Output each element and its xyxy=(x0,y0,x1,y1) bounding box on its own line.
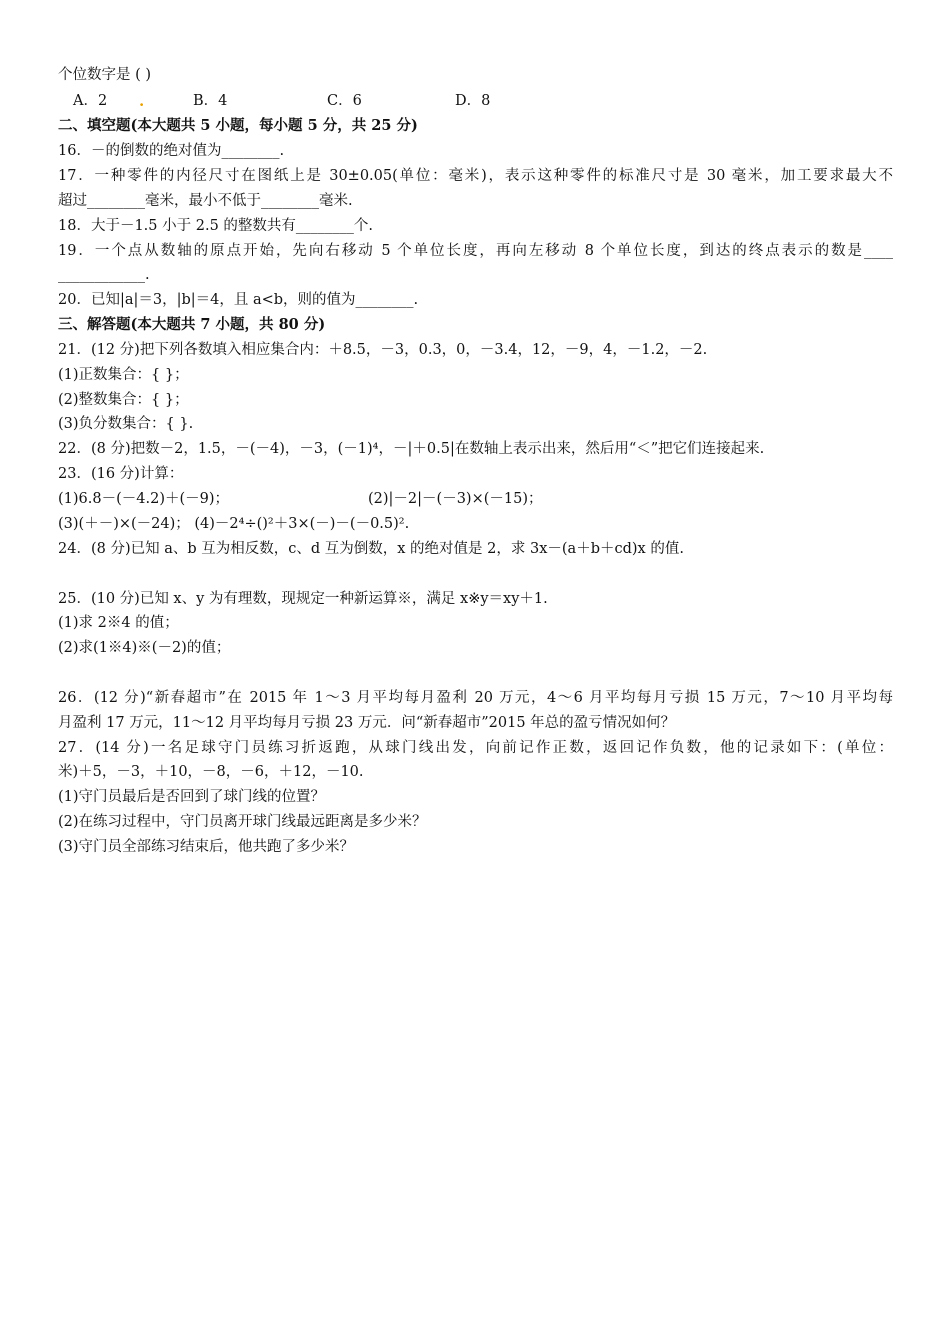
choice-a: A．2 xyxy=(73,93,108,109)
question-27-part-3: (3)守门员全部练习结束后，他共跑了多少米？ xyxy=(58,839,355,855)
question-21: 21．(12 分)把下列各数填入相应集合内：＋8.5，－3，0.3，0，－3.4，12，－9，4，－1.2，－2. xyxy=(58,342,708,358)
question-19-line-2: ____________. xyxy=(58,267,150,283)
choice-c: C．6 xyxy=(327,93,362,109)
question-18: 18．大于－1.5 小于 2.5 的整数共有________个. xyxy=(58,218,374,234)
question-26-line-1: 26．(12 分)“新春超市”在 2015 年 1～3 月平均每月盈利 20 万元，4～6 月平均每月亏损 15 万元，7～10 月平均每 xyxy=(58,690,893,706)
question-26-line-2: 月盈利 17 万元，11～12 月平均每月亏损 23 万元．问“新春超市”2015 年总的盈亏情况如何？ xyxy=(58,715,676,731)
question-25-part-1: (1)求 2※4 的值； xyxy=(58,615,179,631)
question-20: 20．已知|a|＝3，|b|＝4，且 a<b，则的值为________. xyxy=(58,292,419,308)
choice-d: D．8 xyxy=(455,93,491,109)
section-3-heading: 三、解答题(本大题共 7 小题，共 80 分) xyxy=(58,316,326,333)
question-23-part-1: (1)6.8－(－4.2)＋(－9)； xyxy=(58,491,230,507)
orange-dot-mark: . xyxy=(139,92,145,110)
question-27-part-2: (2)在练习过程中，守门员离开球门线最远距离是多少米？ xyxy=(58,814,427,830)
question-17-line-2: 超过________毫米，最小不低于________毫米. xyxy=(58,193,353,209)
question-15-tail: 个位数字是 ( ) xyxy=(58,67,152,83)
question-22: 22．(8 分)把数－2，1.5，－(－4)，－3，(－1)⁴，－|＋0.5|在数轴上表示出来，然后用“＜”把它们连接起来. xyxy=(58,441,765,457)
question-27-line-2: 米)＋5，－3，＋10，－8，－6，＋12，－10. xyxy=(58,764,364,780)
question-25: 25．(10 分)已知 x、y 为有理数，现规定一种新运算※，满足 x※y＝xy＋1. xyxy=(58,591,548,607)
question-21-part-1: (1)正数集合：{ }； xyxy=(58,367,189,383)
question-25-part-2: (2)求(1※4)※(－2)的值； xyxy=(58,640,231,656)
question-17-line-1: 17．一种零件的内径尺寸在图纸上是 30±0.05(单位：毫米)，表示这种零件的标准尺寸是 30 毫米，加工要求最大不 xyxy=(58,168,893,184)
question-27-line-1: 27．(14 分)一名足球守门员练习折返跑，从球门线出发，向前记作正数，返回记作负数，他的记录如下：(单位： xyxy=(58,740,893,756)
question-27-part-1: (1)守门员最后是否回到了球门线的位置？ xyxy=(58,789,326,805)
question-16: 16．－的倒数的绝对值为________. xyxy=(58,143,285,159)
question-24: 24．(8 分)已知 a、b 互为相反数，c、d 互为倒数，x 的绝对值是 2，求 3x－(a＋b＋cd)x 的值. xyxy=(58,541,684,557)
section-2-heading: 二、填空题(本大题共 5 小题，每小题 5 分，共 25 分) xyxy=(58,117,418,134)
question-21-part-3: (3)负分数集合：{ }. xyxy=(58,416,194,432)
question-23-part-2: (2)|－2|－(－3)×(－15)； xyxy=(368,491,543,507)
question-23-parts-3-4: (3)(＋－)×(－24)； (4)－2⁴÷()²＋3×(－)－(－0.5)². xyxy=(58,516,410,532)
question-23: 23．(16 分)计算： xyxy=(58,466,184,482)
question-15-choices xyxy=(0,91,950,111)
choice-b: B．4 xyxy=(193,93,228,109)
question-21-part-2: (2)整数集合：{ }； xyxy=(58,392,189,408)
question-19-line-1: 19．一个点从数轴的原点开始，先向右移动 5 个单位长度，再向左移动 8 个单位长度，到达的终点表示的数是____ xyxy=(58,243,893,259)
